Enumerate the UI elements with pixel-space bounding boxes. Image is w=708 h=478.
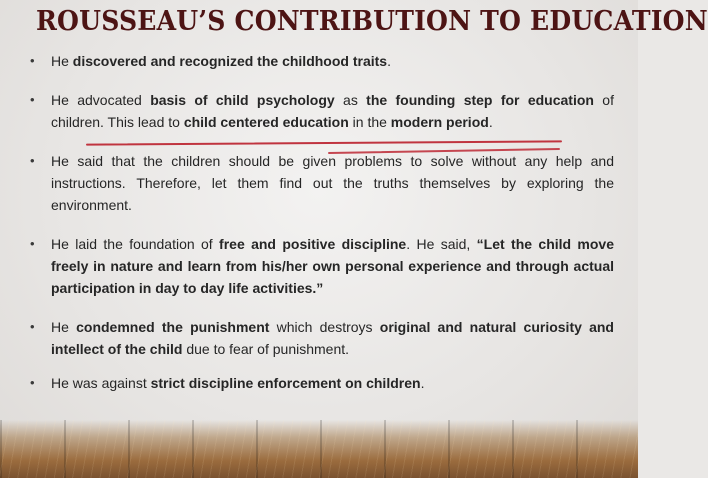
bullet-list — [26, 50, 614, 411]
bullet-icon: • — [30, 319, 35, 334]
slide-title: ROUSSEAU’S CONTRIBUTION TO EDUCATION — [36, 6, 708, 37]
bullet-item-6: • He was against strict discipline enforcement on children. — [26, 372, 614, 394]
bullet-item-1: • He discovered and recognized the childhood traits. — [26, 50, 614, 72]
bullet-item-5: • He condemned the punishment which destroys original and natural curiosity and intellect of the child due to fear of punishment. — [26, 316, 614, 360]
bullet-item-2: • He advocated basis of child psychology as the founding step for education of children. This lead to child centered education in the modern period. — [26, 89, 614, 133]
bullet-item-3: • He said that the children should be given problems to solve without any help and instructions. Therefore, let them find out the truths themselves by exploring the environment. — [26, 150, 614, 216]
bullet-icon: • — [30, 153, 35, 168]
bullet-item-4: • He laid the foundation of free and positive discipline. He said, “Let the child move freely in nature and learn from his/her own personal experience and through actual participation in day to day life activities.” — [26, 233, 614, 299]
wooden-floor-decoration — [0, 420, 638, 478]
bullet-icon: • — [30, 375, 35, 390]
bullet-icon: • — [30, 236, 35, 251]
bullet-icon: • — [30, 53, 35, 68]
bullet-icon: • — [30, 92, 35, 107]
